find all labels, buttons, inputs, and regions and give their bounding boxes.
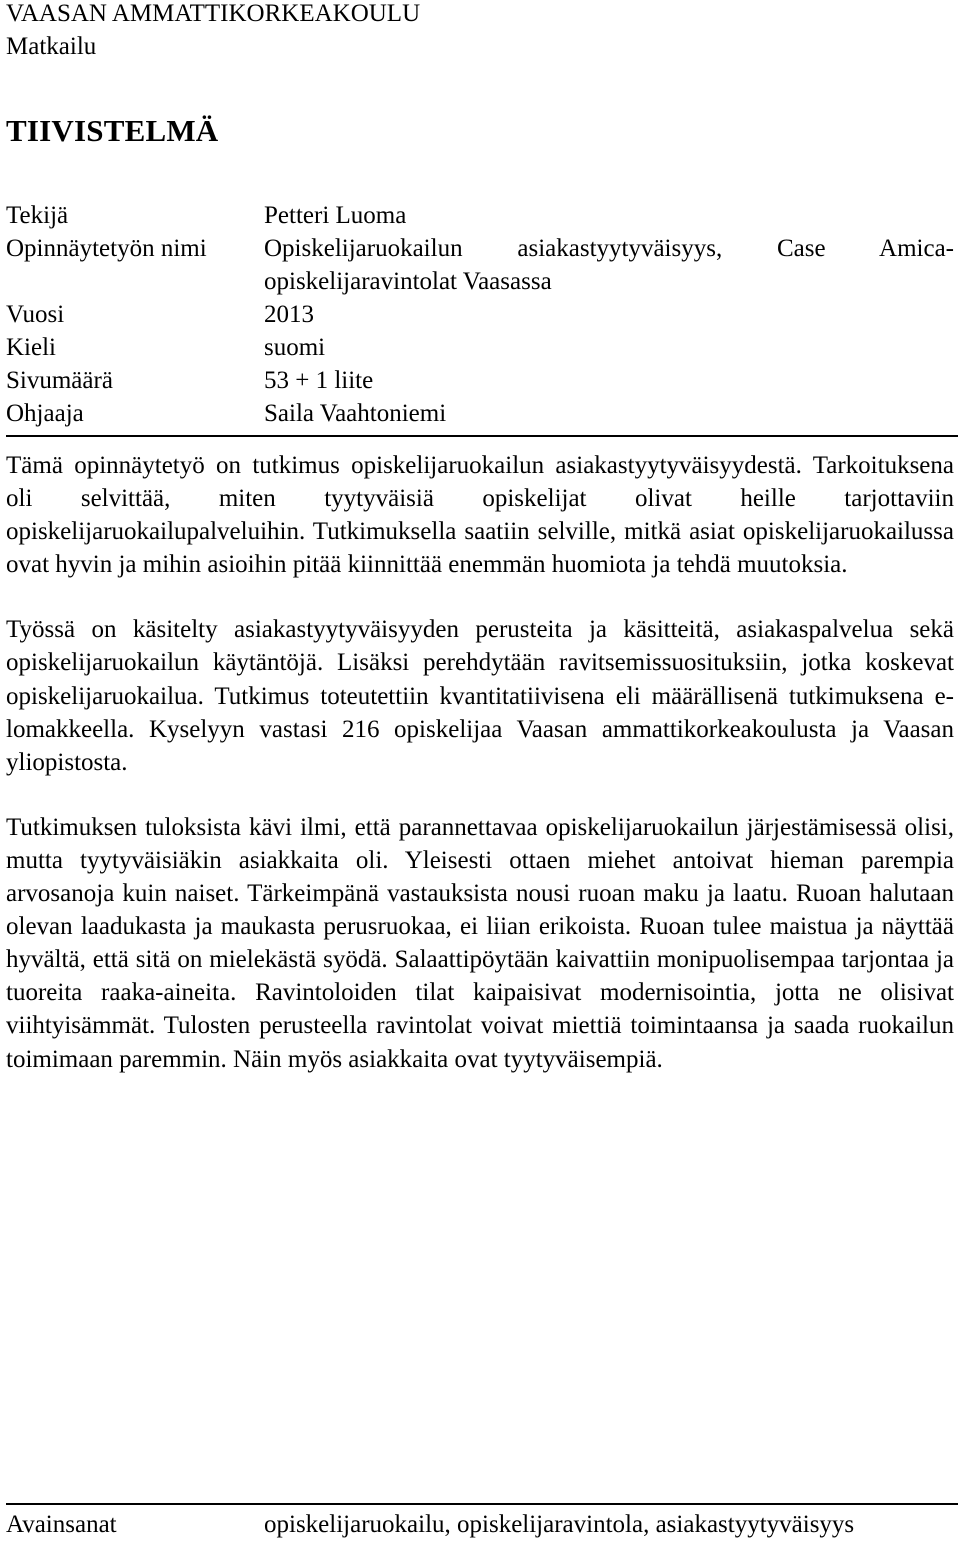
keywords-value: opiskelijaruokailu, opiskelijaravintola, asiakastyytyväisyys	[264, 1511, 855, 1538]
document-page	[6, 0, 954, 1108]
institution-name: VAASAN AMMATTIKORKEAKOULU	[6, 0, 421, 27]
author-label: Tekijä	[6, 202, 69, 229]
meta-row-thesis	[6, 232, 954, 298]
keywords-label: Avainsanat	[6, 1511, 117, 1538]
thesis-title-label: Opinnäytetyön nimi	[6, 235, 207, 262]
year-label: Vuosi	[6, 301, 65, 328]
meta-row-supervisor	[6, 397, 954, 430]
keywords-divider	[6, 1503, 958, 1505]
language-label: Kieli	[6, 334, 56, 361]
meta-row-author	[6, 199, 954, 232]
meta-row-year	[6, 298, 954, 331]
meta-row-pages	[6, 364, 954, 397]
thesis-title-value: Opiskelijaruokailun asiakastyytyväisyys, Case Amica-opiskelijaravintolat Vaasassa	[264, 235, 954, 295]
language-value: suomi	[264, 334, 326, 361]
metadata-table	[6, 199, 954, 437]
keywords-row	[6, 1507, 958, 1543]
page-count-value: 53 + 1 liite	[264, 367, 374, 394]
abstract-paragraph-1: Tämä opinnäytetyö on tutkimus opiskelijaruokailun asiakastyytyväisyydestä. Tarkoituksena oli selvittää, miten tyytyväisiä opiskelijat olivat heille tarjottaviin opiskelijaruokailupalveluihin. Tutkimuksella saatiin selville, mitkä asiat opiskelijaruokailussa ovat hyvin ja mihin asioihin pitää kiinnittää enemmän huomiota ja tehdä muutoksia.	[6, 452, 954, 579]
meta-row-language	[6, 331, 954, 364]
page-count-label: Sivumäärä	[6, 367, 113, 394]
page-title: TIIVISTELMÄ	[6, 113, 219, 148]
keywords-section	[6, 1503, 958, 1543]
abstract-paragraph-2: Työssä on käsitelty asiakastyytyväisyyden perusteita ja käsitteitä, asiakaspalvelua sekä opiskelijaruokailun käytäntöjä. Lisäksi perehdytään ravitsemissuosituksiin, jotka koskevat opiskelijaruokailua. Tutkimus toteutettiin kvantitatiivisena eli määrällisenä tutkimuksena e-lomakkeella. Kyselyyn vastasi 216 opiskelijaa Vaasan ammattikorkeakoulusta ja Vaasan yliopistosta.	[6, 616, 954, 776]
abstract-paragraph-3: Tutkimuksen tuloksista kävi ilmi, että parannettavaa opiskelijaruokailun järjestämisessä olisi, mutta tyytyväisiäkin asiakkaita oli. Yleisesti ottaen miehet antoivat hieman parempia arvosanoja kuin naiset. Tärkeimpänä vastauksista nousi ruoan maku ja laatu. Ruoan halutaan olevan laadukasta ja maukasta perusruokaa, ei liian erikoista. Ruoan tulee maistua ja näyttää hyvältä, että sitä on mielekästä syödä. Salaattipöytään kaivattiin monipuolisempaa tarjontaa ja tuoreita raaka-aineita. Ravintoloiden tilat kaipaisivat modernisointia, jotta ne olisivat viihtyisämmät. Tulosten perusteella ravintolat voivat miettiä toimintaansa ja saada ruokailun toimimaan paremmin. Näin myös asiakkaita ovat tyytyväisempiä.	[6, 813, 954, 1073]
supervisor-label: Ohjaaja	[6, 400, 84, 427]
abstract-body	[6, 449, 954, 1076]
author-value: Petteri Luoma	[264, 202, 407, 229]
supervisor-value: Saila Vaahtoniemi	[264, 400, 447, 427]
metadata-divider	[6, 435, 958, 437]
programme-name: Matkailu	[6, 33, 97, 60]
year-value: 2013	[264, 301, 314, 328]
